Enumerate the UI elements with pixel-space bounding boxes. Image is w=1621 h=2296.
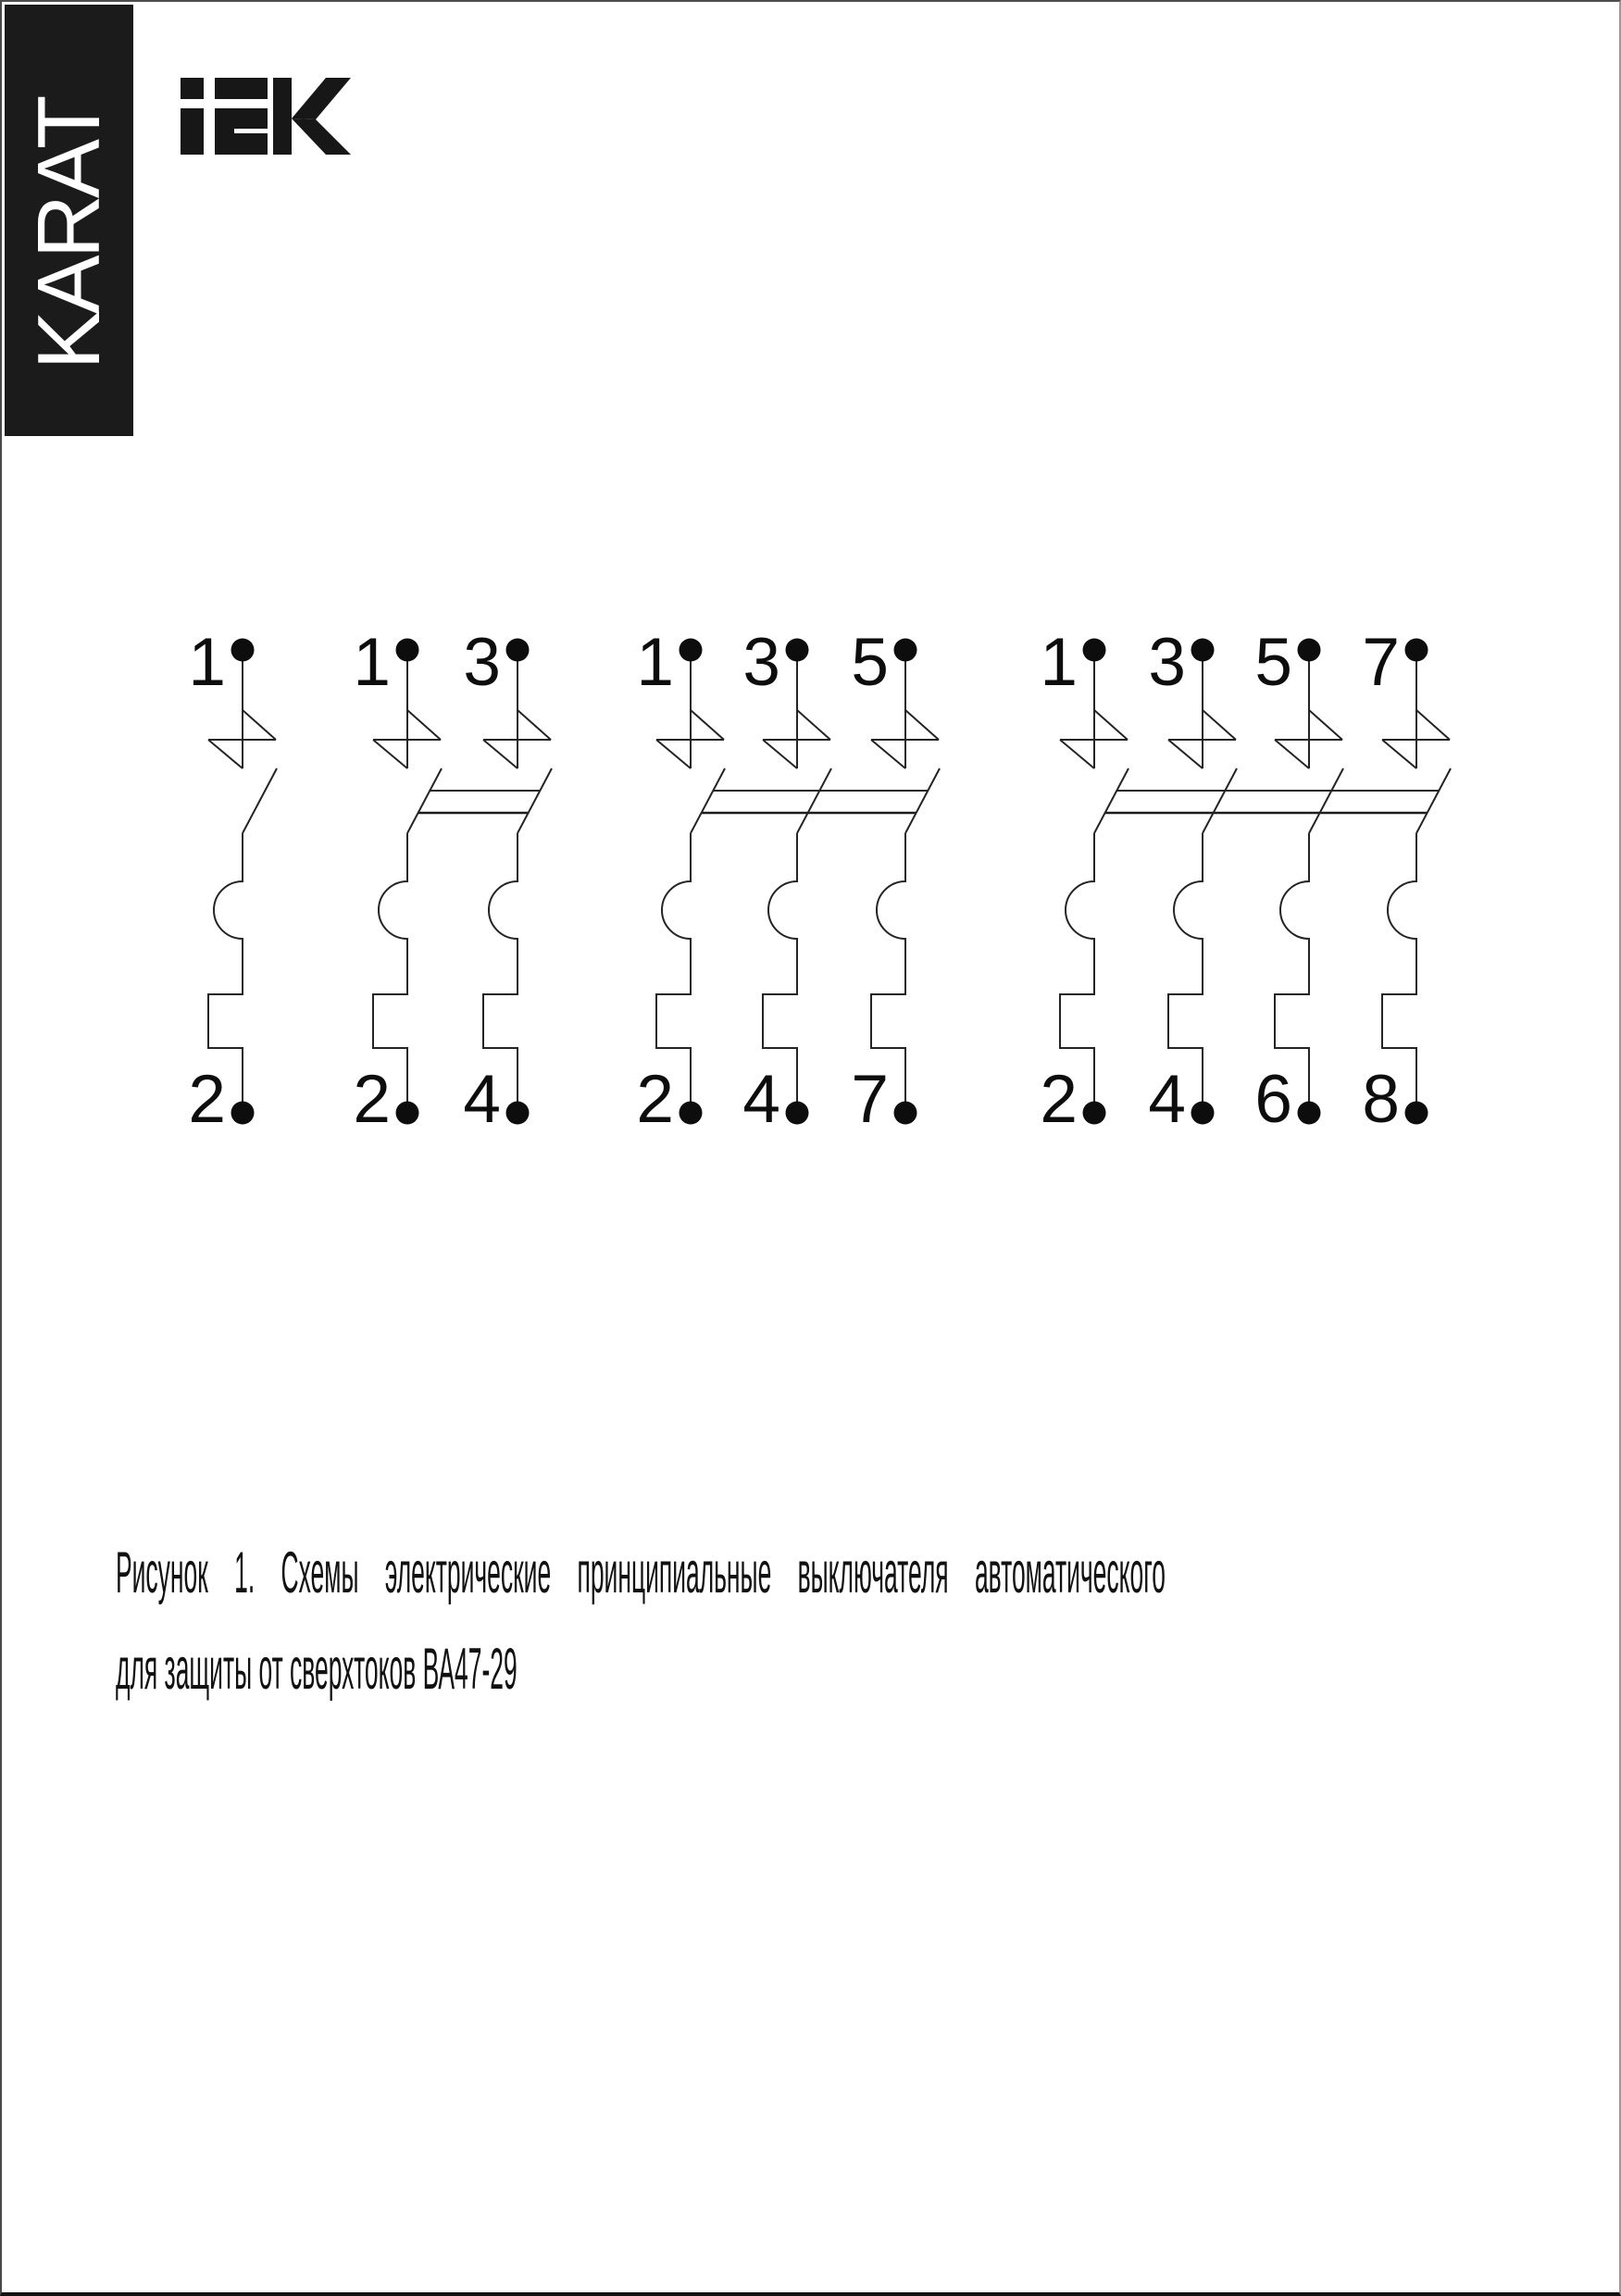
terminal-label-bottom: 4 xyxy=(1148,1062,1186,1137)
terminal-dot-bottom xyxy=(396,1102,419,1125)
terminal-dot-bottom xyxy=(894,1102,917,1125)
terminal-dot-top xyxy=(1405,639,1428,662)
terminal-label-top: 5 xyxy=(851,625,889,700)
pole-circuit-path xyxy=(483,650,552,1113)
terminal-dot-top xyxy=(1191,639,1215,662)
terminal-dot-bottom xyxy=(1191,1102,1215,1125)
diagram-two-pole xyxy=(353,625,552,1137)
breaker-pole xyxy=(1362,625,1451,1137)
terminal-dot-bottom xyxy=(1405,1102,1428,1125)
breaker-pole xyxy=(636,625,725,1137)
diagram-single-pole xyxy=(188,625,277,1137)
terminal-dot-top xyxy=(396,639,419,662)
terminal-dot-bottom xyxy=(786,1102,809,1125)
breaker-pole xyxy=(463,625,552,1137)
terminal-dot-top xyxy=(1083,639,1106,662)
terminal-label-top: 7 xyxy=(1362,625,1400,700)
breaker-pole xyxy=(188,625,277,1137)
terminal-label-top: 1 xyxy=(636,625,674,700)
terminal-dot-top xyxy=(506,639,530,662)
pole-circuit-path xyxy=(1060,650,1128,1113)
figure-caption xyxy=(116,1525,1166,1717)
terminal-dot-bottom xyxy=(231,1102,255,1125)
breaker-pole xyxy=(851,625,940,1137)
pole-circuit-path xyxy=(208,650,277,1113)
terminal-label-bottom: 2 xyxy=(188,1062,226,1137)
terminal-label-top: 1 xyxy=(188,625,226,700)
pole-circuit-path xyxy=(1275,650,1343,1113)
breaker-pole xyxy=(742,625,831,1137)
terminal-label-top: 1 xyxy=(353,625,391,700)
terminal-dot-top xyxy=(894,639,917,662)
terminal-dot-bottom xyxy=(680,1102,703,1125)
breaker-pole xyxy=(1254,625,1343,1137)
caption-line-1: Рисунок 1. Схемы электрические принципиальные выключателя автоматического xyxy=(116,1541,1166,1605)
breaker-pole xyxy=(1040,625,1128,1137)
breaker-schematics-canvas xyxy=(2,2,1621,2296)
diagram-three-pole xyxy=(636,625,940,1137)
pole-circuit-path xyxy=(373,650,442,1113)
pole-circuit-path xyxy=(1168,650,1237,1113)
terminal-dot-top xyxy=(680,639,703,662)
brand-karat-label: KARAT xyxy=(19,98,118,370)
terminal-label-bottom: 7 xyxy=(851,1062,889,1137)
terminal-dot-top xyxy=(786,639,809,662)
terminal-dot-top xyxy=(231,639,255,662)
pole-circuit-path xyxy=(656,650,725,1113)
terminal-label-top: 5 xyxy=(1254,625,1292,700)
diagram-four-pole xyxy=(1040,625,1451,1137)
breaker-pole xyxy=(353,625,442,1137)
terminal-label-bottom: 2 xyxy=(1040,1062,1078,1137)
terminal-label-top: 1 xyxy=(1040,625,1078,700)
terminal-label-bottom: 4 xyxy=(742,1062,780,1137)
terminal-label-top: 3 xyxy=(1148,625,1186,700)
terminal-label-top: 3 xyxy=(742,625,780,700)
pole-circuit-path xyxy=(1382,650,1451,1113)
terminal-dot-bottom xyxy=(1083,1102,1106,1125)
pole-circuit-path xyxy=(871,650,940,1113)
terminal-dot-top xyxy=(1298,639,1321,662)
caption-line-2: для защиты от сверхтоков ВА47-29 xyxy=(116,1637,517,1702)
terminal-label-bottom: 6 xyxy=(1254,1062,1292,1137)
terminal-dot-bottom xyxy=(1298,1102,1321,1125)
terminal-label-bottom: 8 xyxy=(1362,1062,1400,1137)
terminal-label-bottom: 4 xyxy=(463,1062,501,1137)
terminal-label-bottom: 2 xyxy=(636,1062,674,1137)
terminal-label-bottom: 2 xyxy=(353,1062,391,1137)
terminal-dot-bottom xyxy=(506,1102,530,1125)
terminal-label-top: 3 xyxy=(463,625,501,700)
breaker-pole xyxy=(1148,625,1237,1137)
pole-circuit-path xyxy=(763,650,831,1113)
